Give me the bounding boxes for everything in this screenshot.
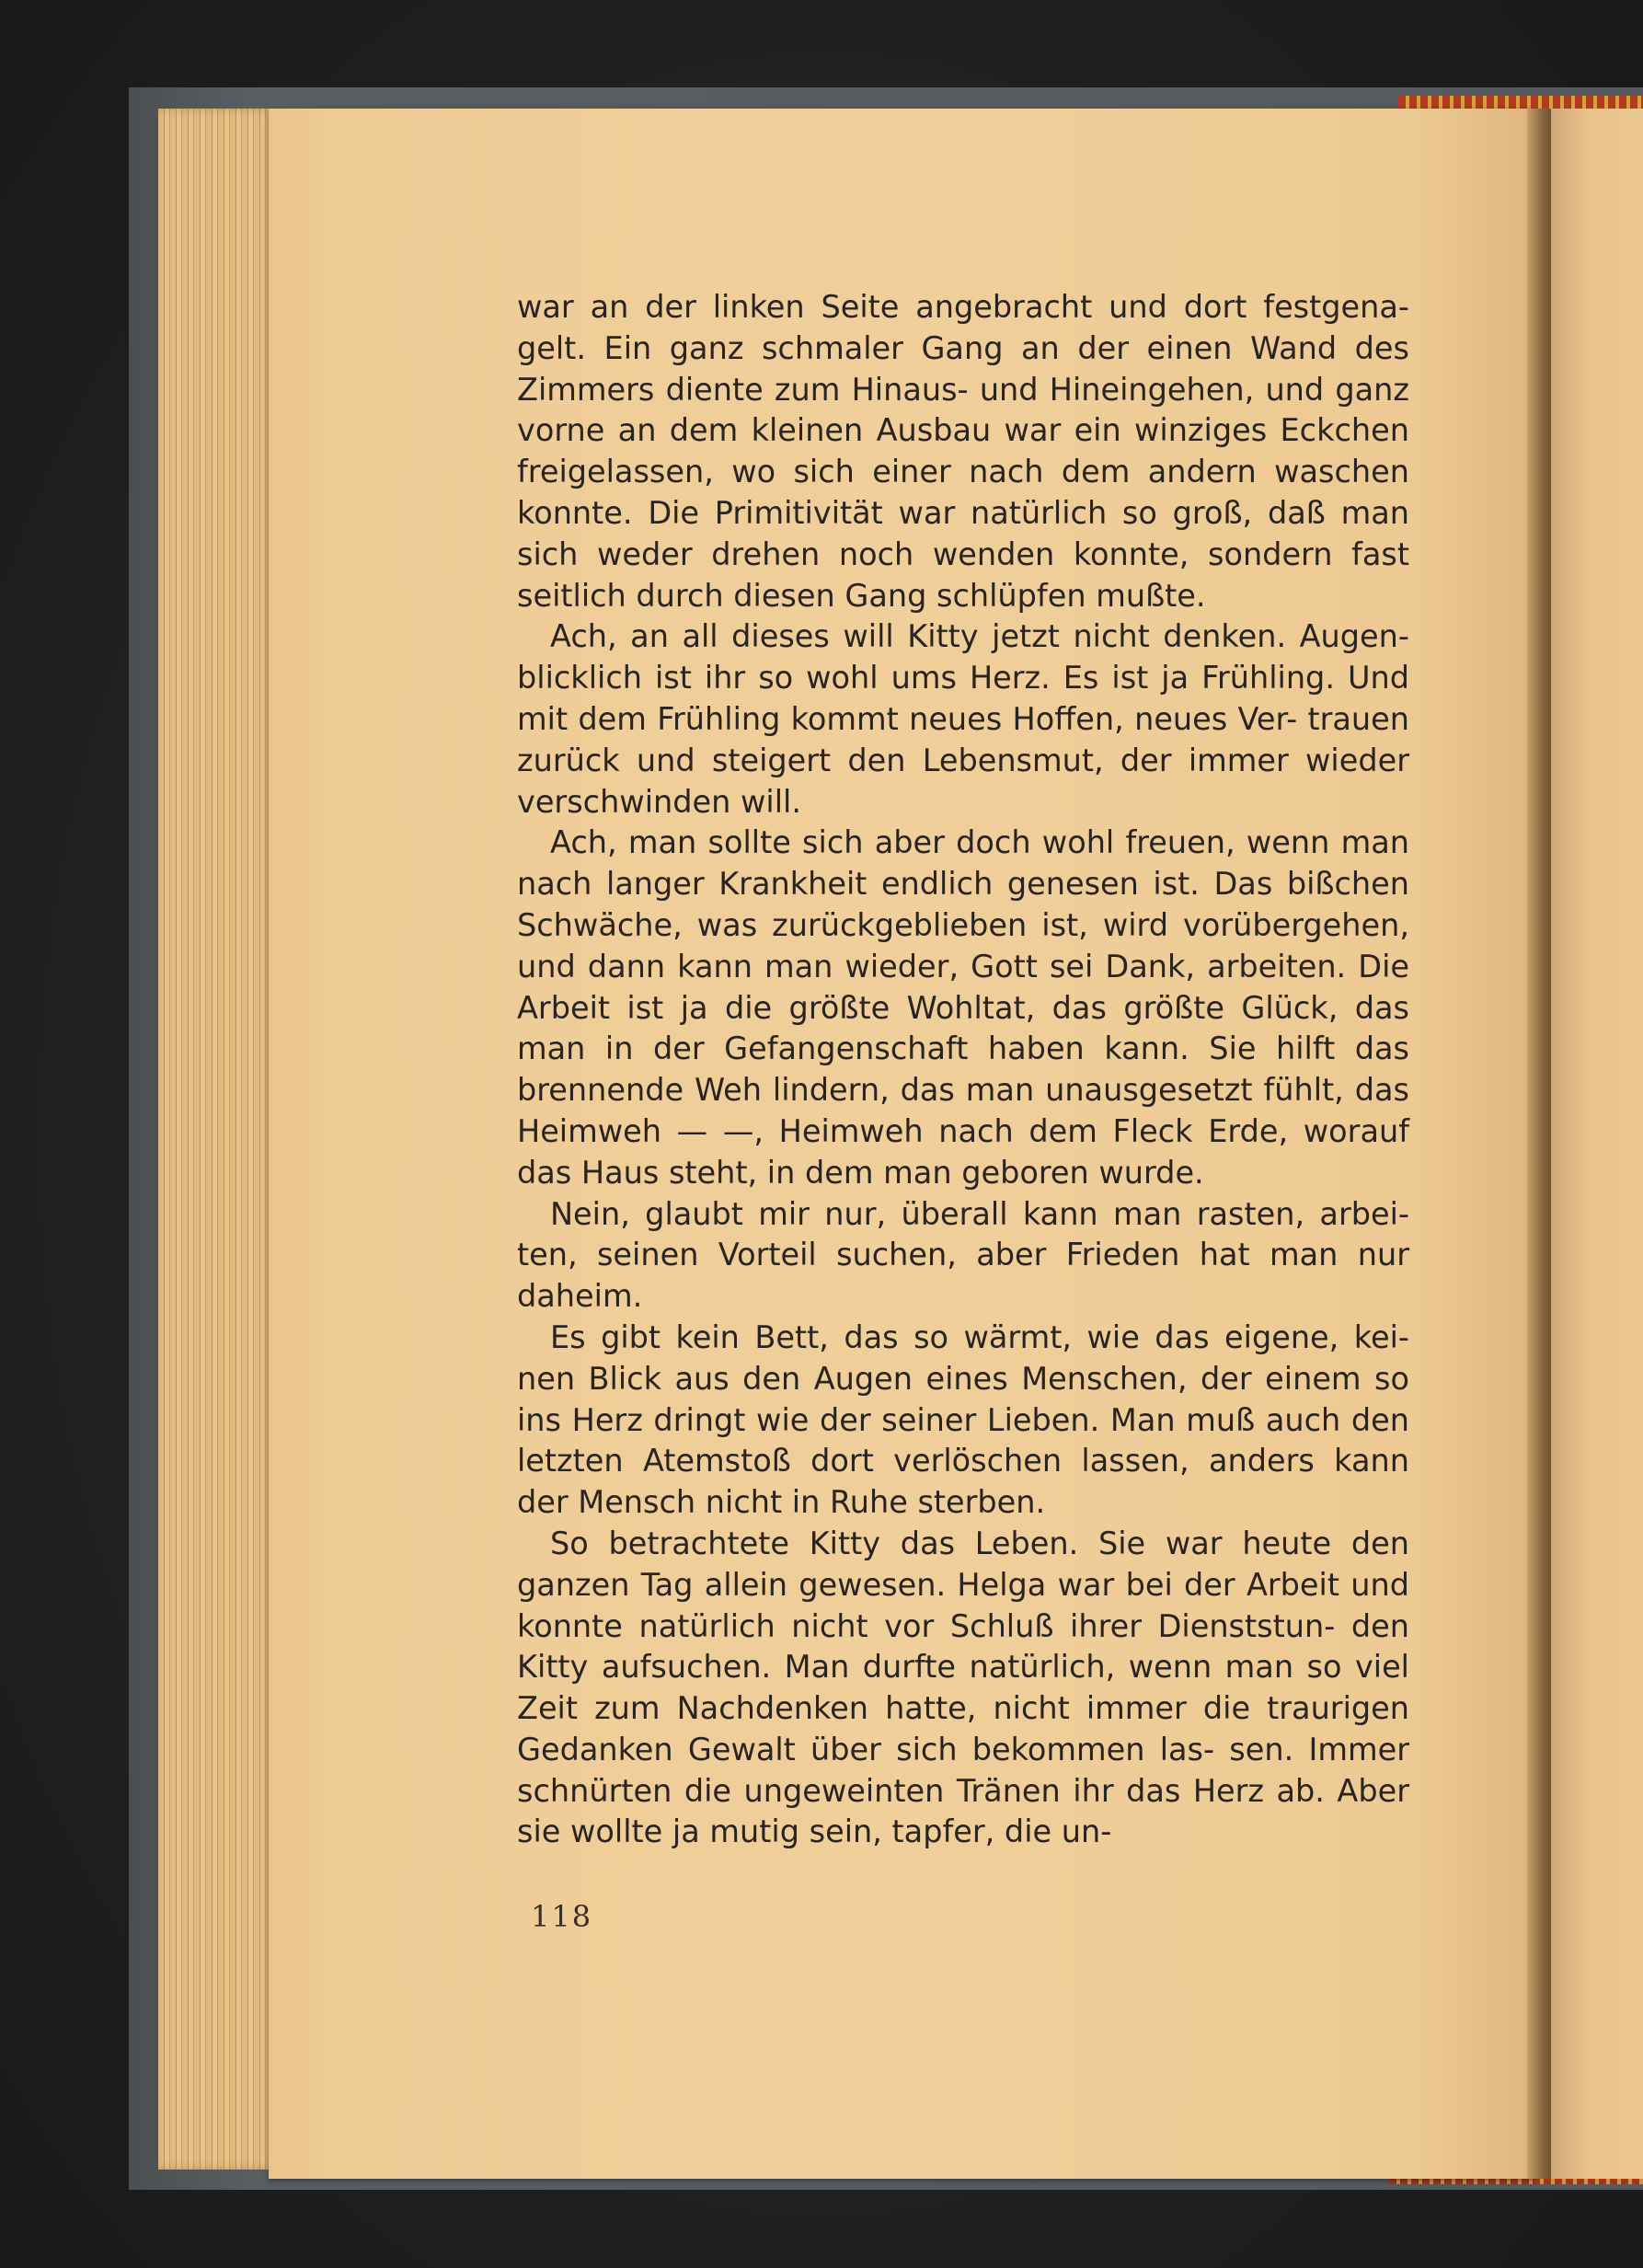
- page-edges: [158, 109, 276, 2170]
- facing-page-edge: [1551, 109, 1643, 2179]
- paragraph: Es gibt kein Bett, das so wärmt, wie das eigene, kei- nen Blick aus den Augen eines Menschen, der einem so ins Herz dringt wie der seiner Lieben. Man muß auch den letzten Atemstoß dort verlöschen lassen, anders kann der Mensch nicht in Ruhe sterben.: [517, 1318, 1409, 1521]
- paragraph: Ach, man sollte sich aber doch wohl freuen, wenn man nach langer Krankheit endlich genesen ist. Das bißchen Schwäche, was zurückgeblieben ist, wird vorübergehen, und dann kann man wieder, Gott sei Dank, arbeiten. Die Arbeit ist ja die größte Wohltat, das größte Glück, das man in der Gefangenschaft haben kann. Sie hilft das brennende Weh lindern, das man unausgesetzt fühlt, das Heimweh — —, Heimweh nach dem Fleck Erde, worauf das Haus steht, in dem man geboren wurde.: [517, 824, 1409, 1191]
- paragraph: war an der linken Seite angebracht und dort festgena- gelt. Ein ganz schmaler Gang an der einen Wand des Zimmers diente zum Hinaus- und Hineingehen, und ganz vorne an dem kleinen Ausbau war ein winziges Eckchen freigelassen, wo sich einer nach dem andern waschen konnte. Die Primitivität war natürlich so groß, daß man sich weder drehen noch wenden konnte, sondern fast seitlich durch diesen Gang schlüpfen mußte.: [517, 289, 1409, 614]
- paragraph: Ach, an all dieses will Kitty jetzt nicht denken. Augen- blicklich ist ihr so wohl ums Herz. Es ist ja Frühling. Und mit dem Frühling kommt neues Hoffen, neues Ver- trauen zurück und steigert den Lebensmut, der immer wieder verschwinden will.: [517, 618, 1409, 820]
- paragraph: Nein, glaubt mir nur, überall kann man rasten, arbei- ten, seinen Vorteil suchen, aber Frieden hat man nur daheim.: [517, 1195, 1409, 1315]
- page-gutter: [1527, 109, 1551, 2179]
- paragraph: So betrachtete Kitty das Leben. Sie war heute den ganzen Tag allein gewesen. Helga war bei der Arbeit und konnte natürlich nicht vor Schluß ihrer Dienststun- den Kitty aufsuchen. Man durfte natürlich, wenn man so viel Zeit zum Nachdenken hatte, nicht immer die traurigen Gedanken Gewalt über sich bekommen las- sen. Immer schnürten die ungeweinten Tränen ihr das Herz ab. Aber sie wollte ja mutig sein, tapfer, die un-: [517, 1525, 1409, 1850]
- page-text: [517, 287, 1409, 1853]
- page-number: 118: [531, 1899, 593, 1934]
